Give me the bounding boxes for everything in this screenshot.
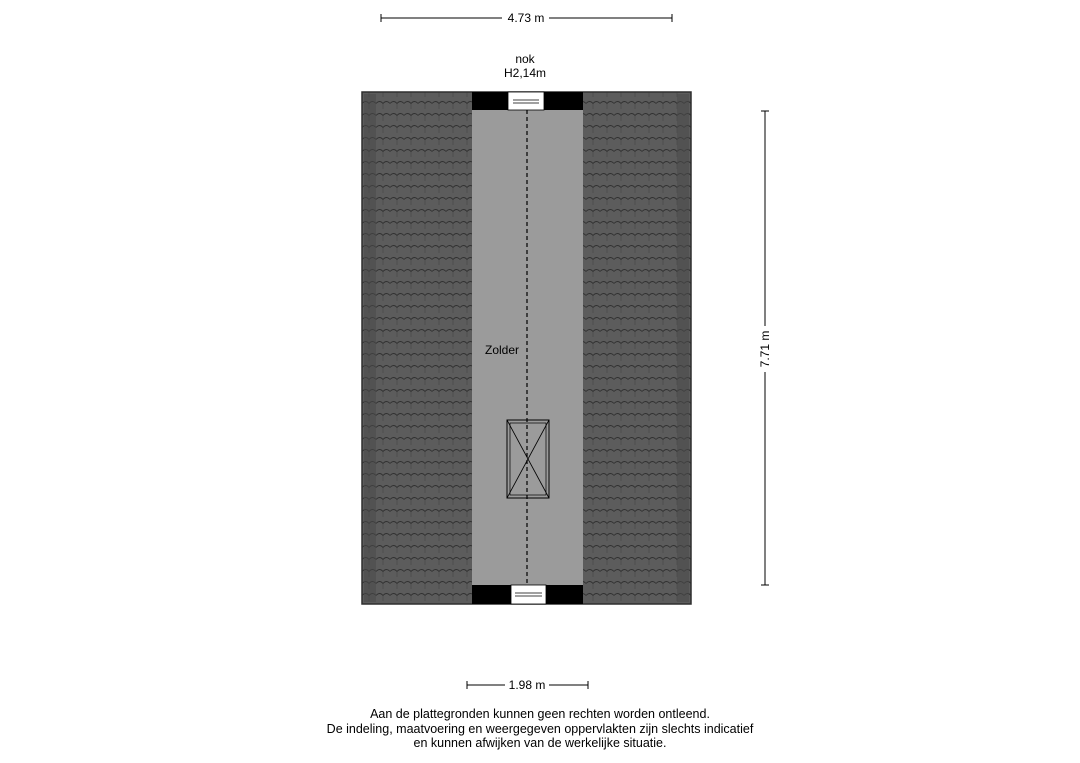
top-dimension-label: 4.73 m: [507, 11, 545, 25]
room-label: Zolder: [484, 343, 520, 357]
disclaimer-line-1: Aan de plattegronden kunnen geen rechten worden ontleend.: [370, 707, 710, 721]
disclaimer-line-3: en kunnen afwijken van de werkelijke situatie.: [413, 736, 667, 750]
top-window: [508, 92, 544, 110]
bottom-gable: [472, 585, 583, 604]
bottom-dimension: [467, 678, 588, 692]
disclaimer: [240, 707, 840, 751]
ridge-height: H2,14m: [503, 66, 547, 80]
ridge-label: nok: [515, 52, 535, 66]
bottom-window: [511, 585, 546, 604]
right-dimension-label: 7.71 m: [758, 330, 772, 368]
top-gable: [472, 92, 583, 110]
disclaimer-line-2: De indeling, maatvoering en weergegeven oppervlakten zijn slechts indicatief: [326, 721, 754, 736]
bottom-dimension-label: 1.98 m: [508, 678, 546, 692]
top-dimension: [381, 11, 672, 25]
right-dimension: [758, 111, 772, 585]
